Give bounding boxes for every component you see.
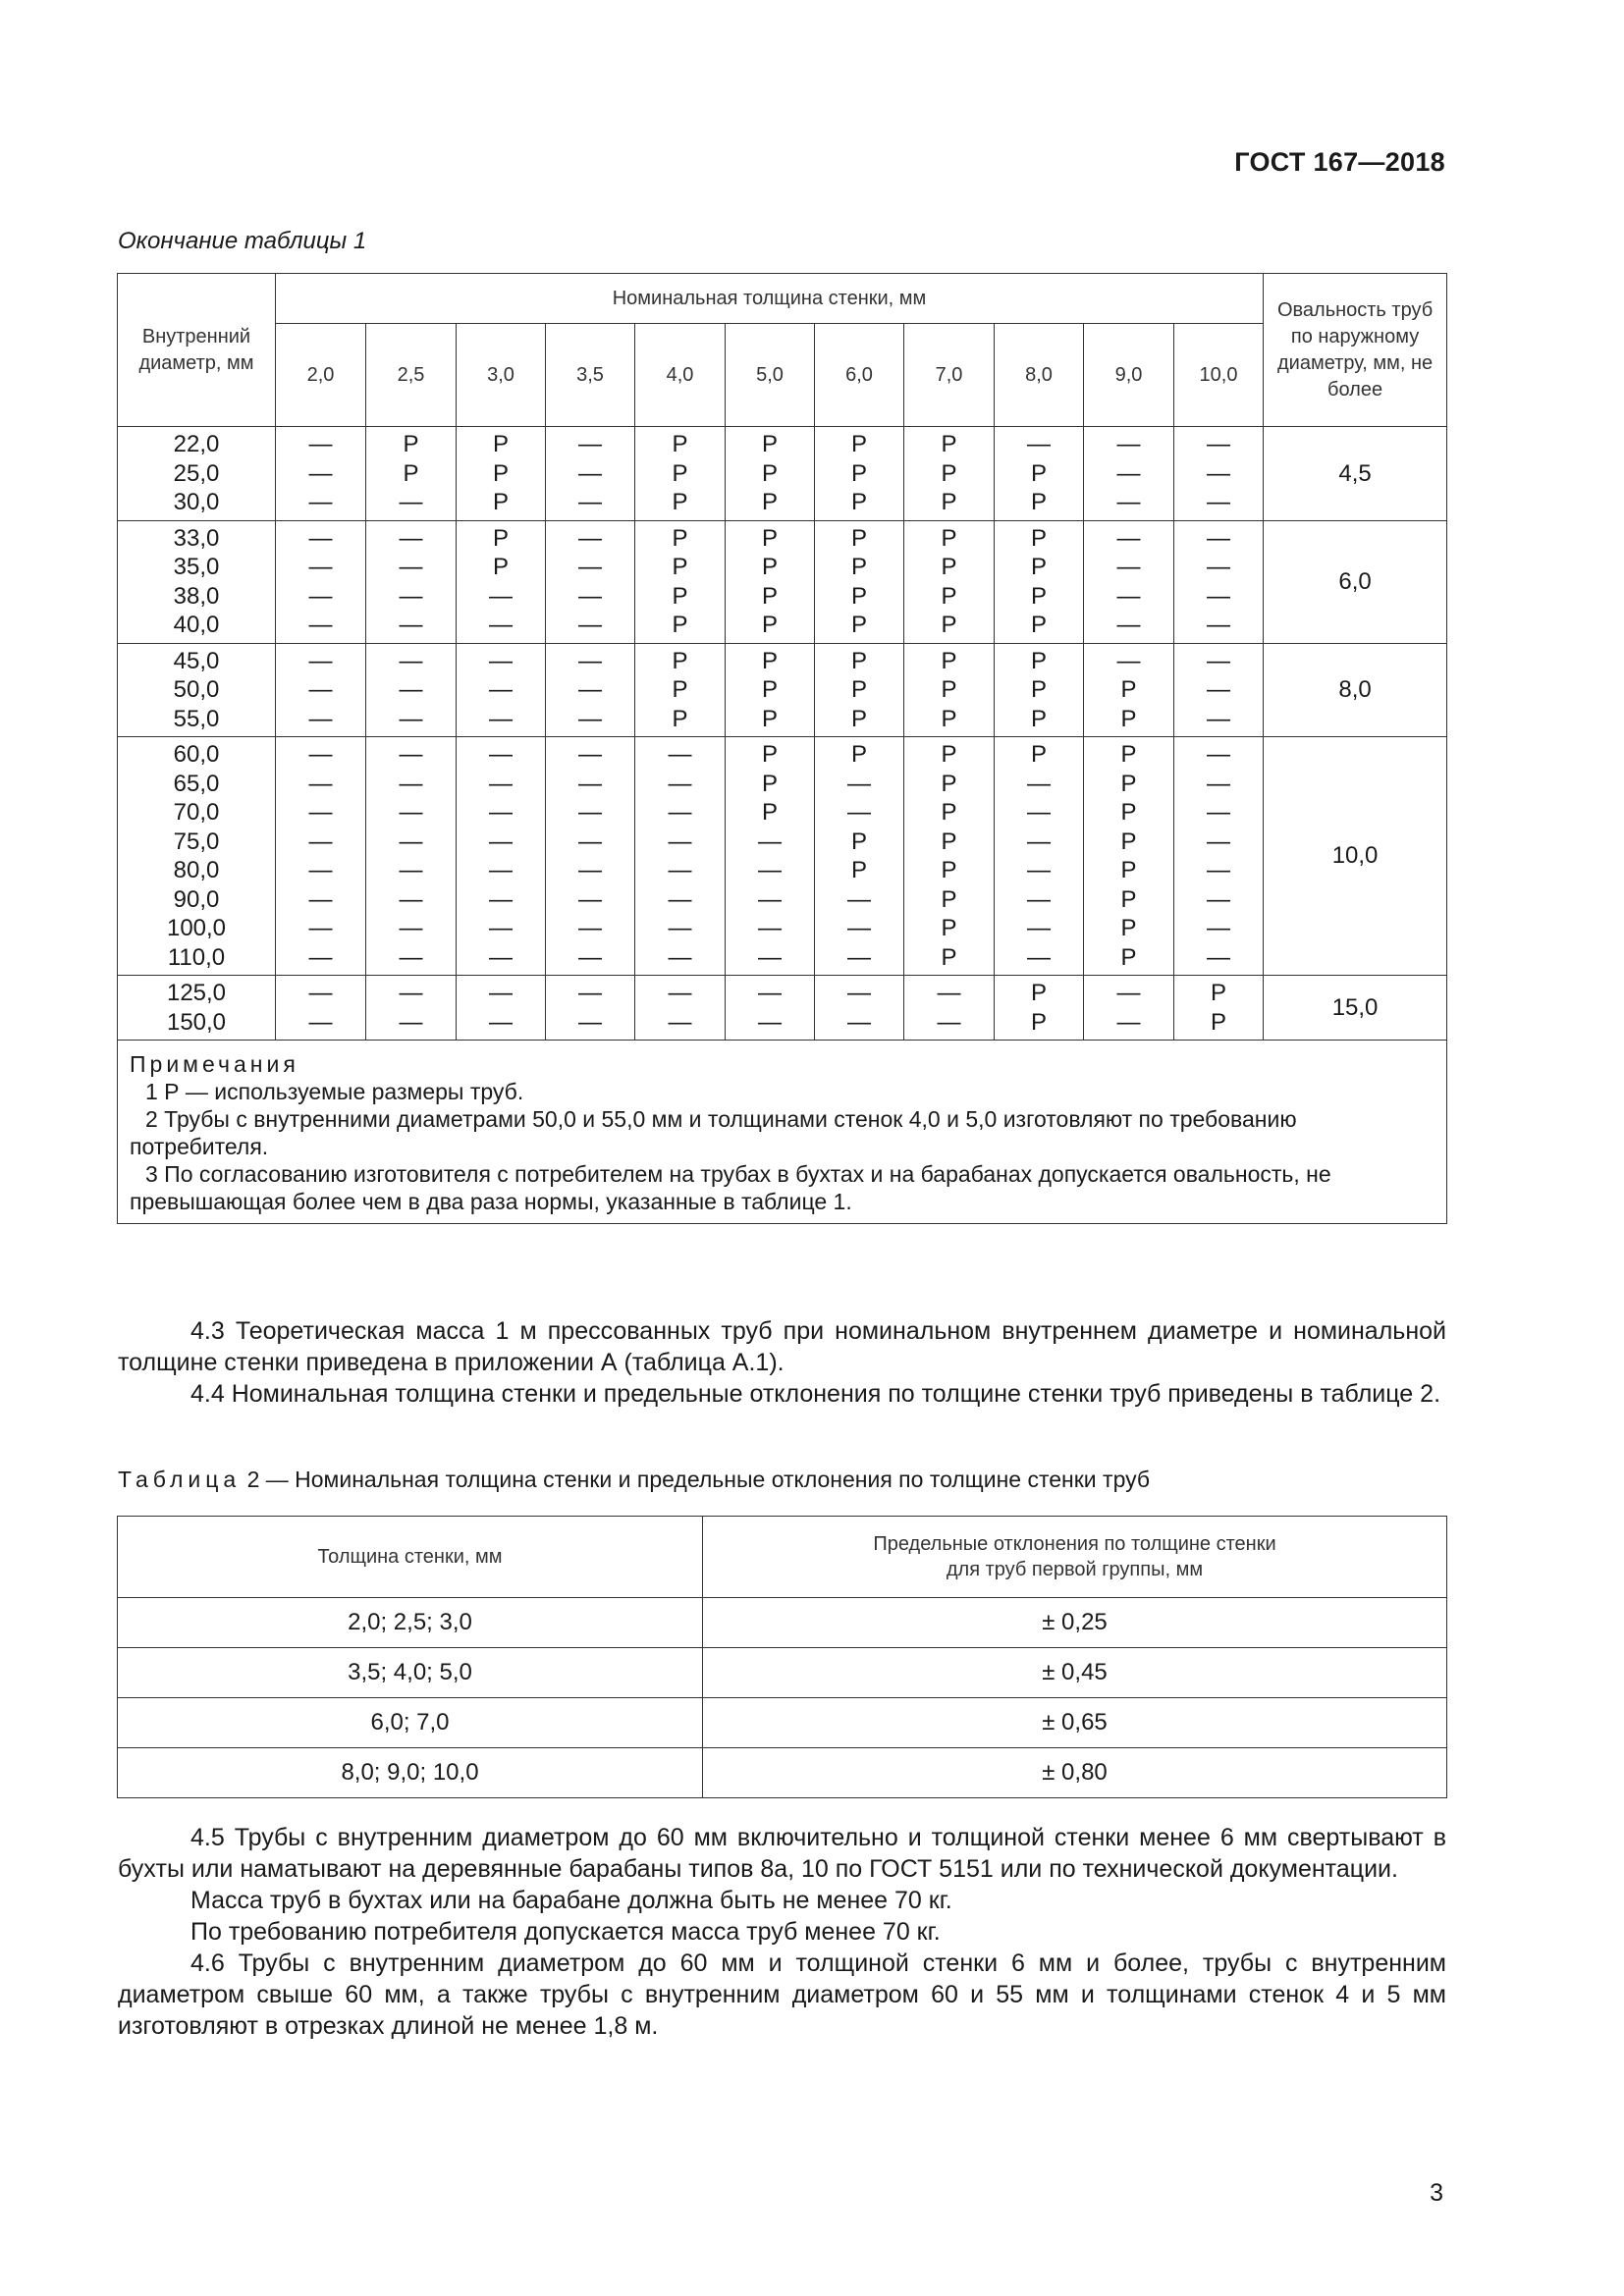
size-availability-cell: Р Р Р xyxy=(457,427,546,521)
ovality-cell: 10,0 xyxy=(1264,737,1447,976)
header-wall-thickness: Номинальная толщина стенки, мм xyxy=(276,274,1264,324)
paragraph-4-4: 4.4 Номинальная толщина стенки и предельные отклонения по толщине стенки труб приведены в таблице 2. xyxy=(190,1380,1441,1408)
thickness-cell: 8,0; 9,0; 10,0 xyxy=(118,1748,703,1798)
table-row-group xyxy=(118,520,1447,643)
paragraph-4-3: 4.3 Теоретическая масса 1 м прессованных труб при номинальном внутреннем диаметре и номинальной толщине стенки приведена в приложении А (таблица А.1). xyxy=(118,1317,1446,1376)
deviation-cell: ± 0,65 xyxy=(703,1698,1447,1748)
size-availability-cell: — — — xyxy=(1174,643,1264,737)
table-1 xyxy=(117,273,1447,1224)
size-availability-cell: — — — xyxy=(546,643,635,737)
header-thickness-7: 7,0 xyxy=(904,324,995,427)
inner-diameter-cell: 22,0 25,0 30,0 xyxy=(118,427,276,521)
size-availability-cell: Р — — — — — — — xyxy=(995,737,1084,976)
size-availability-cell: — — — — xyxy=(366,520,457,643)
notes-title: Примечания xyxy=(130,1051,299,1077)
size-availability-cell: Р Р Р — — — — — xyxy=(726,737,815,976)
size-availability-cell: Р Р — — xyxy=(457,520,546,643)
table1-caption: Окончание таблицы 1 xyxy=(118,228,367,254)
size-availability-cell: — — — — — — — — xyxy=(635,737,726,976)
size-availability-cell: — — xyxy=(726,976,815,1041)
table2-header-deviation xyxy=(703,1517,1447,1598)
table-2 xyxy=(117,1516,1447,1798)
page-number: 3 xyxy=(1430,2179,1443,2207)
size-availability-cell: Р Р Р xyxy=(904,643,995,737)
size-availability-cell: — — — — — — — — xyxy=(457,737,546,976)
note-3: 3 По согласованию изготовителя с потребителем на трубах в бухтах и на барабанах допускается овальность, не превышающая более чем в два раза нормы, указанные в таблице 1. xyxy=(130,1161,1331,1214)
header-thickness-10: 10,0 xyxy=(1174,324,1264,427)
table-row xyxy=(118,1598,1447,1648)
inner-diameter-cell: 45,0 50,0 55,0 xyxy=(118,643,276,737)
size-availability-cell: — — xyxy=(457,976,546,1041)
inner-diameter-cell: 60,0 65,0 70,0 75,0 80,0 90,0 100,0 110,0 xyxy=(118,737,276,976)
size-availability-cell: — — — — xyxy=(1084,520,1174,643)
table-row-group xyxy=(118,737,1447,976)
thickness-cell: 2,0; 2,5; 3,0 xyxy=(118,1598,703,1648)
size-availability-cell: — — — — — — — — xyxy=(276,737,366,976)
size-availability-cell: Р Р Р xyxy=(726,643,815,737)
standard-header: ГОСТ 167—2018 xyxy=(1234,147,1445,177)
size-availability-cell: Р Р Р xyxy=(635,427,726,521)
header-thickness-8: 8,0 xyxy=(995,324,1084,427)
inner-diameter-cell: 125,0 150,0 xyxy=(118,976,276,1041)
size-availability-cell: Р Р Р Р xyxy=(815,520,904,643)
ovality-cell: 6,0 xyxy=(1264,520,1447,643)
header-thickness-6: 6,0 xyxy=(815,324,904,427)
table-row xyxy=(118,1698,1447,1748)
size-availability-cell: — — — — — — — — xyxy=(1174,737,1264,976)
table2-caption-text: 2 — Номинальная толщина стенки и предельные отклонения по толщине стенки труб xyxy=(246,1467,1151,1492)
size-availability-cell: Р Р Р Р xyxy=(726,520,815,643)
header-ovality: Овальность труб по наружному диаметру, мм, не более xyxy=(1264,274,1447,427)
note-1: 1 Р — используемые размеры труб. xyxy=(145,1079,524,1104)
paragraph-mass: Масса труб в бухтах или на барабане должна быть не менее 70 кг. xyxy=(190,1887,952,1914)
size-availability-cell: — — — xyxy=(457,643,546,737)
header-thickness-0: 2,0 xyxy=(276,324,366,427)
section-paragraphs-4-3-4-4 xyxy=(118,1315,1446,1410)
deviation-cell: ± 0,25 xyxy=(703,1598,1447,1648)
size-availability-cell: Р Р Р Р xyxy=(904,520,995,643)
paragraph-4-6: 4.6 Трубы с внутренним диаметром до 60 мм и толщиной стенки 6 мм и более, трубы с внутренним диаметром свыше 60 мм, а также трубы с внутренним диаметром 60 и 55 мм и толщинами стенок 4 и 5 мм изготовляют в отрезках длиной не менее 1,8 м. xyxy=(118,1949,1446,2040)
size-availability-cell: — — — xyxy=(1174,427,1264,521)
size-availability-cell: — — xyxy=(815,976,904,1041)
size-availability-cell: — — — — xyxy=(1174,520,1264,643)
header-thickness-4: 4,0 xyxy=(635,324,726,427)
size-availability-cell: Р Р Р xyxy=(904,427,995,521)
size-availability-cell: — — — xyxy=(546,427,635,521)
size-availability-cell: — Р Р xyxy=(995,427,1084,521)
size-availability-cell: — — xyxy=(904,976,995,1041)
size-availability-cell: Р Р xyxy=(1174,976,1264,1041)
thickness-cell: 6,0; 7,0 xyxy=(118,1698,703,1748)
table-row-group xyxy=(118,427,1447,521)
header-thickness-2: 3,0 xyxy=(457,324,546,427)
table-row xyxy=(118,1648,1447,1698)
size-availability-cell: Р Р Р Р Р Р Р Р xyxy=(904,737,995,976)
table2-header-thickness: Толщина стенки, мм xyxy=(118,1517,703,1598)
size-availability-cell: Р Р Р xyxy=(815,427,904,521)
size-availability-cell: — — — — — — — — xyxy=(366,737,457,976)
table-row-group xyxy=(118,976,1447,1041)
size-availability-cell: — — xyxy=(546,976,635,1041)
header-thickness-3: 3,5 xyxy=(546,324,635,427)
size-availability-cell: — — xyxy=(1084,976,1174,1041)
size-availability-cell: Р Р Р xyxy=(635,643,726,737)
ovality-cell: 8,0 xyxy=(1264,643,1447,737)
deviation-cell: ± 0,80 xyxy=(703,1748,1447,1798)
ovality-cell: 15,0 xyxy=(1264,976,1447,1041)
size-availability-cell: Р Р Р Р Р Р Р Р xyxy=(1084,737,1174,976)
header-thickness-9: 9,0 xyxy=(1084,324,1174,427)
note-2: 2 Трубы с внутренними диаметрами 50,0 и 55,0 мм и толщинами стенок 4,0 и 5,0 изготовляют по требованию потребителя. xyxy=(130,1106,1297,1159)
size-availability-cell: — Р Р xyxy=(1084,643,1174,737)
table-row-group xyxy=(118,643,1447,737)
table-row xyxy=(118,1748,1447,1798)
paragraph-4-5: 4.5 Трубы с внутренним диаметром до 60 мм включительно и толщиной стенки менее 6 мм свертывают в бухты или наматывают на деревянные барабаны типов 8а, 10 по ГОСТ 5151 или по технической документации. xyxy=(118,1824,1446,1883)
section-paragraphs-4-5-4-6 xyxy=(118,1822,1446,2042)
header-thickness-1: 2,5 xyxy=(366,324,457,427)
size-availability-cell: — — xyxy=(635,976,726,1041)
size-availability-cell: — — xyxy=(366,976,457,1041)
size-availability-cell: — — — — xyxy=(546,520,635,643)
size-availability-cell: — — — xyxy=(366,643,457,737)
size-availability-cell: — — xyxy=(276,976,366,1041)
header-inner-diameter: Внутренний диаметр, мм xyxy=(118,274,276,427)
size-availability-cell: Р Р Р xyxy=(815,643,904,737)
size-availability-cell: — — — — — — — — xyxy=(546,737,635,976)
size-availability-cell: — — — xyxy=(276,427,366,521)
thickness-cell: 3,5; 4,0; 5,0 xyxy=(118,1648,703,1698)
ovality-cell: 4,5 xyxy=(1264,427,1447,521)
size-availability-cell: — — — xyxy=(276,643,366,737)
size-availability-cell: Р Р Р Р xyxy=(635,520,726,643)
size-availability-cell: Р Р — xyxy=(366,427,457,521)
size-availability-cell: Р Р xyxy=(995,976,1084,1041)
table1-notes xyxy=(118,1041,1447,1224)
table2-header-deviation-line1: Предельные отклонения по толщине стенки xyxy=(873,1533,1276,1555)
inner-diameter-cell: 33,0 35,0 38,0 40,0 xyxy=(118,520,276,643)
table2-caption xyxy=(118,1467,1150,1493)
size-availability-cell: Р Р Р Р xyxy=(995,520,1084,643)
table2-caption-word: Таблица xyxy=(118,1467,242,1492)
size-availability-cell: Р — — Р Р — — — xyxy=(815,737,904,976)
size-availability-cell: Р Р Р xyxy=(995,643,1084,737)
size-availability-cell: — — — xyxy=(1084,427,1174,521)
header-thickness-5: 5,0 xyxy=(726,324,815,427)
deviation-cell: ± 0,45 xyxy=(703,1648,1447,1698)
paragraph-mass-request: По требованию потребителя допускается масса труб менее 70 кг. xyxy=(190,1918,941,1946)
size-availability-cell: Р Р Р xyxy=(726,427,815,521)
size-availability-cell: — — — — xyxy=(276,520,366,643)
table2-header-deviation-line2: для труб первой группы, мм xyxy=(946,1559,1204,1580)
